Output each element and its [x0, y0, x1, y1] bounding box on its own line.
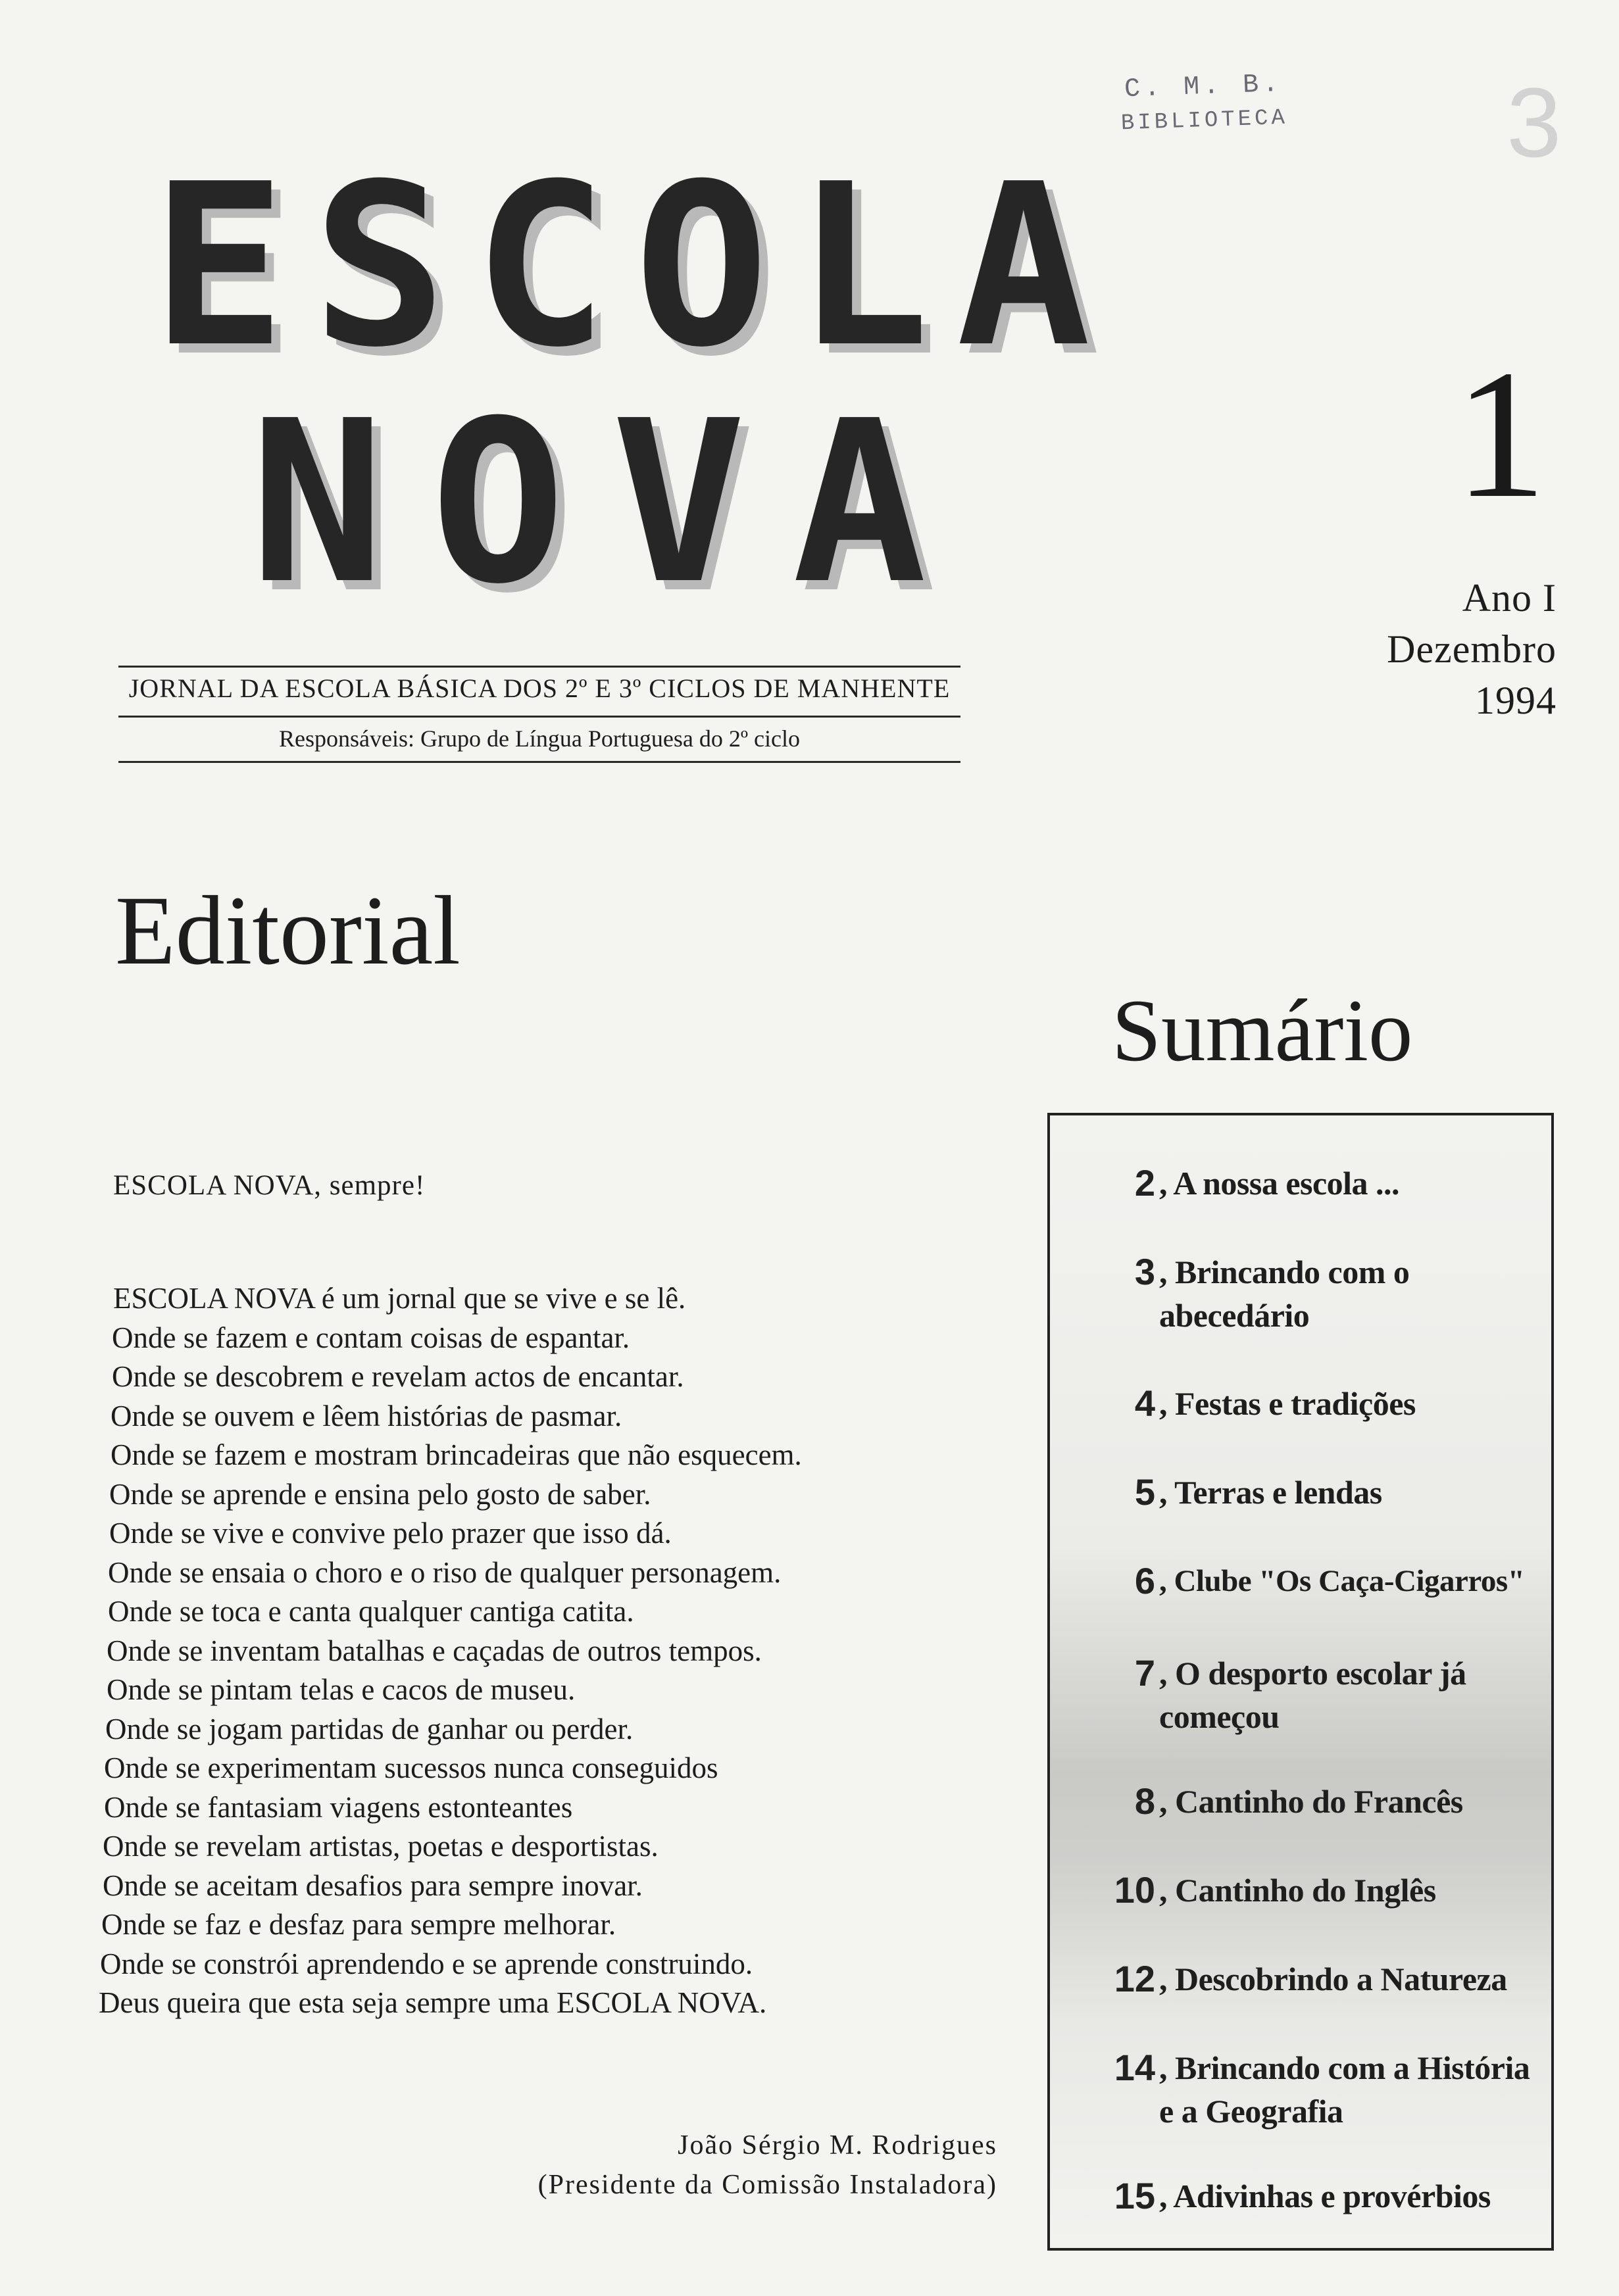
rule-top: [118, 666, 960, 668]
editorial-line: Onde se ouvem e lêem histórias de pasmar.: [111, 1399, 622, 1432]
editorial-line: Onde se revelam artistas, poetas e desportistas.: [103, 1830, 659, 1863]
author-role: (Presidente da Comissão Instaladora): [537, 2170, 997, 2200]
rule-middle: [118, 716, 960, 718]
toc-title: , Cantinho do Francês: [1155, 1780, 1545, 1823]
toc-item[interactable]: [1109, 1250, 1545, 1337]
toc-item[interactable]: [1109, 2046, 1545, 2133]
toc-page-number: 5: [1134, 1471, 1155, 1513]
editorial-line: Onde se aceitam desafios para sempre inovar.: [103, 1869, 643, 1902]
toc-title: , O desporto escolar já começou: [1155, 1651, 1528, 1738]
toc-page-number: 6: [1134, 1560, 1155, 1601]
toc-page-number: 2: [1134, 1162, 1155, 1204]
toc-title: , Descobrindo a Natureza: [1155, 1957, 1545, 2001]
editorial-line: Onde se fazem e mostram brincadeiras que não esquecem.: [111, 1438, 802, 1471]
pencil-mark: 3: [1507, 67, 1562, 178]
toc-page-number: 12: [1114, 1958, 1155, 1999]
logo-title-line-1: ESCOLA: [151, 136, 1118, 397]
sumario-heading: Sumário: [1112, 982, 1413, 1080]
toc-page-number: 10: [1114, 1869, 1155, 1911]
library-stamp: [1091, 68, 1316, 137]
editorial-line: ESCOLA NOVA é um jornal que se vive e se lê.: [113, 1282, 686, 1315]
editorial-line: Onde se inventam batalhas e caçadas de outros tempos.: [107, 1634, 762, 1667]
editorial-heading: Editorial: [115, 876, 461, 985]
toc-item[interactable]: [1109, 1161, 1545, 1205]
table-of-contents: [1047, 1113, 1554, 2251]
toc-page-number: 7: [1134, 1652, 1155, 1694]
editorial-line: Onde se pintam telas e cacos de museu.: [107, 1673, 576, 1706]
editorial-line: Onde se ensaia o choro e o riso de qualquer personagem.: [108, 1555, 782, 1589]
stamp-line-2: BIBLIOTECA: [1120, 105, 1289, 137]
toc-page-number: 15: [1114, 2175, 1155, 2216]
toc-title: , Brincando com o abecedário: [1155, 1250, 1449, 1337]
masthead-logo: [151, 136, 1118, 633]
editorial-line: Deus queira que esta seja sempre uma ESCOLA NOVA.: [99, 1986, 767, 2019]
toc-item[interactable]: [1109, 1559, 1545, 1603]
issue-year: 1994: [1475, 679, 1557, 722]
toc-page-number: 4: [1134, 1382, 1155, 1424]
toc-item[interactable]: [1109, 1780, 1545, 1823]
editorial-line: Onde se fantasiam viagens estonteantes: [104, 1790, 573, 1824]
editorial-line: Onde se experimentam sucessos nunca conseguidos: [104, 1751, 718, 1784]
masthead-subtitle: JORNAL DA ESCOLA BÁSICA DOS 2º E 3º CICLOS DE MANHENTE: [128, 673, 951, 703]
toc-page-number: 14: [1114, 2047, 1155, 2088]
toc-title: , Terras e lendas: [1155, 1471, 1545, 1514]
editorial-line: Onde se toca e canta qualquer cantiga catita.: [108, 1595, 634, 1628]
toc-item[interactable]: [1109, 1651, 1545, 1738]
toc-title: , Adivinhas e provérbios: [1155, 2174, 1545, 2218]
editorial-line: Onde se faz e desfaz para sempre melhorar.: [101, 1908, 616, 1941]
editorial-greeting: ESCOLA NOVA, sempre!: [113, 1170, 426, 1201]
toc-item[interactable]: [1109, 1869, 1545, 1912]
editorial-line: Onde se constrói aprendendo e se aprende construindo.: [100, 1947, 753, 1980]
issue-year-label: Ano I: [1462, 576, 1557, 620]
author-name: João Sérgio M. Rodrigues: [678, 2130, 997, 2161]
editorial-line: Onde se jogam partidas de ganhar ou perder.: [105, 1712, 634, 1746]
editorial-line: Onde se descobrem e revelam actos de encantar.: [112, 1360, 684, 1393]
editorial-line: Onde se fazem e contam coisas de espantar.: [112, 1321, 630, 1354]
toc-page-number: 8: [1134, 1780, 1155, 1822]
issue-meta: [1387, 572, 1557, 726]
toc-title: , Brincando com a História e a Geografia: [1155, 2046, 1545, 2133]
issue-number: 1: [1455, 331, 1547, 536]
toc-item[interactable]: [1109, 1382, 1545, 1425]
issue-month: Dezembro: [1387, 627, 1557, 671]
toc-title: , A nossa escola ...: [1155, 1161, 1545, 1205]
toc-item[interactable]: [1109, 1957, 1545, 2001]
editorial-line: Onde se vive e convive pelo prazer que isso dá.: [109, 1517, 672, 1550]
toc-title: , Clube "Os Caça-Cigarros": [1155, 1559, 1545, 1603]
logo-title-line-2: NOVA: [250, 373, 973, 633]
editorial-signature: [538, 2126, 997, 2205]
editorial-body: [99, 1279, 1039, 2023]
editorial-line: Onde se aprende e ensina pelo gosto de saber.: [109, 1477, 651, 1511]
toc-title: , Festas e tradições: [1155, 1382, 1545, 1425]
rule-bottom: [118, 761, 960, 763]
toc-page-number: 3: [1134, 1251, 1155, 1292]
toc-item[interactable]: [1109, 1471, 1545, 1514]
stamp-line-1: C. M. B.: [1124, 69, 1283, 105]
toc-item[interactable]: [1109, 2174, 1545, 2218]
masthead-responsible: Responsáveis: Grupo de Língua Portuguesa do 2º ciclo: [278, 725, 801, 752]
toc-title: , Cantinho do Inglês: [1155, 1869, 1545, 1912]
